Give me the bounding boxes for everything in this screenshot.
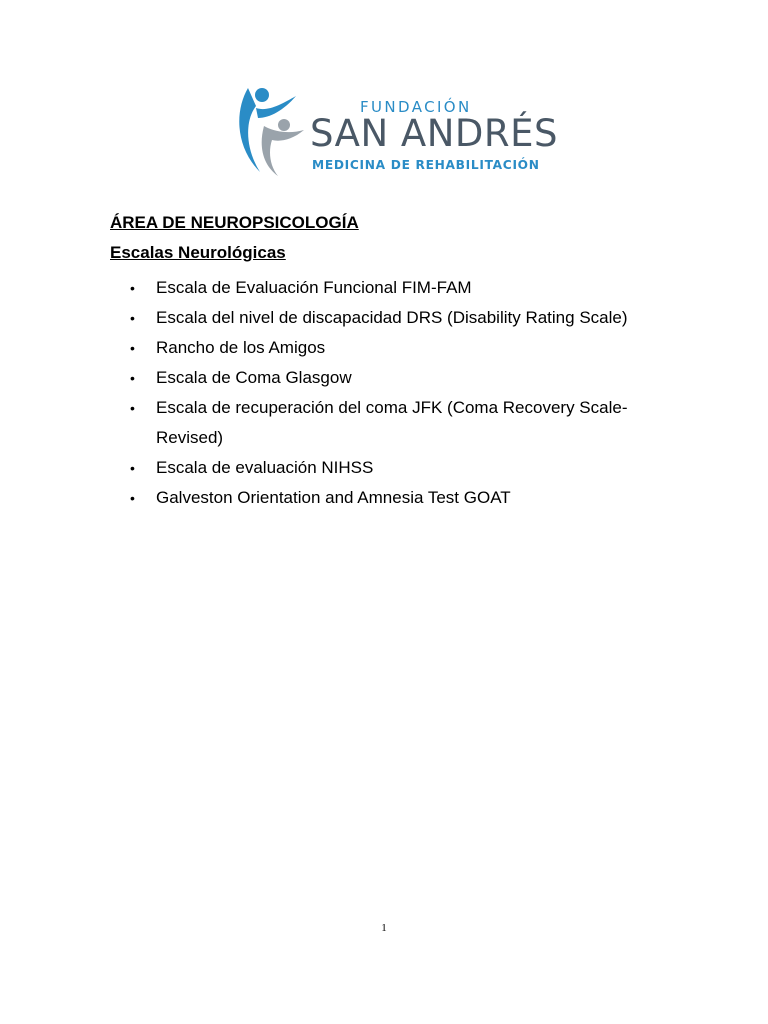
page-number: 1 <box>381 922 387 934</box>
list-item <box>130 453 690 483</box>
bullet-icon: • <box>130 400 135 416</box>
list-item <box>130 393 690 453</box>
list-item <box>130 273 690 303</box>
bullet-icon: • <box>130 340 135 356</box>
bullet-icon: • <box>130 280 135 296</box>
logo-foundation-text: FUNDACIÓN <box>360 98 472 116</box>
bullet-icon: • <box>130 490 135 506</box>
list-item-text: Escala del nivel de discapacidad DRS (Disability Rating Scale) <box>156 308 628 327</box>
section-title: ÁREA DE NEUROPSICOLOGÍA <box>110 213 359 232</box>
list-item <box>130 363 690 393</box>
logo-tagline-text: MEDICINA DE REHABILITACIÓN <box>312 158 540 172</box>
list-item-text: Escala de evaluación NIHSS <box>156 458 374 477</box>
subsection-title: Escalas Neurológicas <box>110 243 286 262</box>
list-item-text: Escala de Coma Glasgow <box>156 368 352 387</box>
list-item-text: Escala de recuperación del coma JFK (Coma Recovery Scale-Revised) <box>156 398 628 447</box>
people-figures-logo-icon <box>238 82 308 178</box>
list-item-text: Galveston Orientation and Amnesia Test GOAT <box>156 488 511 507</box>
bullet-icon: • <box>130 460 135 476</box>
logo <box>238 82 558 182</box>
list-item <box>130 483 690 513</box>
list-item-text: Escala de Evaluación Funcional FIM-FAM <box>156 278 472 297</box>
list-item <box>130 303 690 333</box>
bullet-icon: • <box>130 310 135 326</box>
list-item <box>130 333 690 363</box>
scales-list <box>130 273 690 513</box>
logo-name-text: SAN ANDRÉS <box>310 112 558 155</box>
bullet-icon: • <box>130 370 135 386</box>
list-item-text: Rancho de los Amigos <box>156 338 326 357</box>
